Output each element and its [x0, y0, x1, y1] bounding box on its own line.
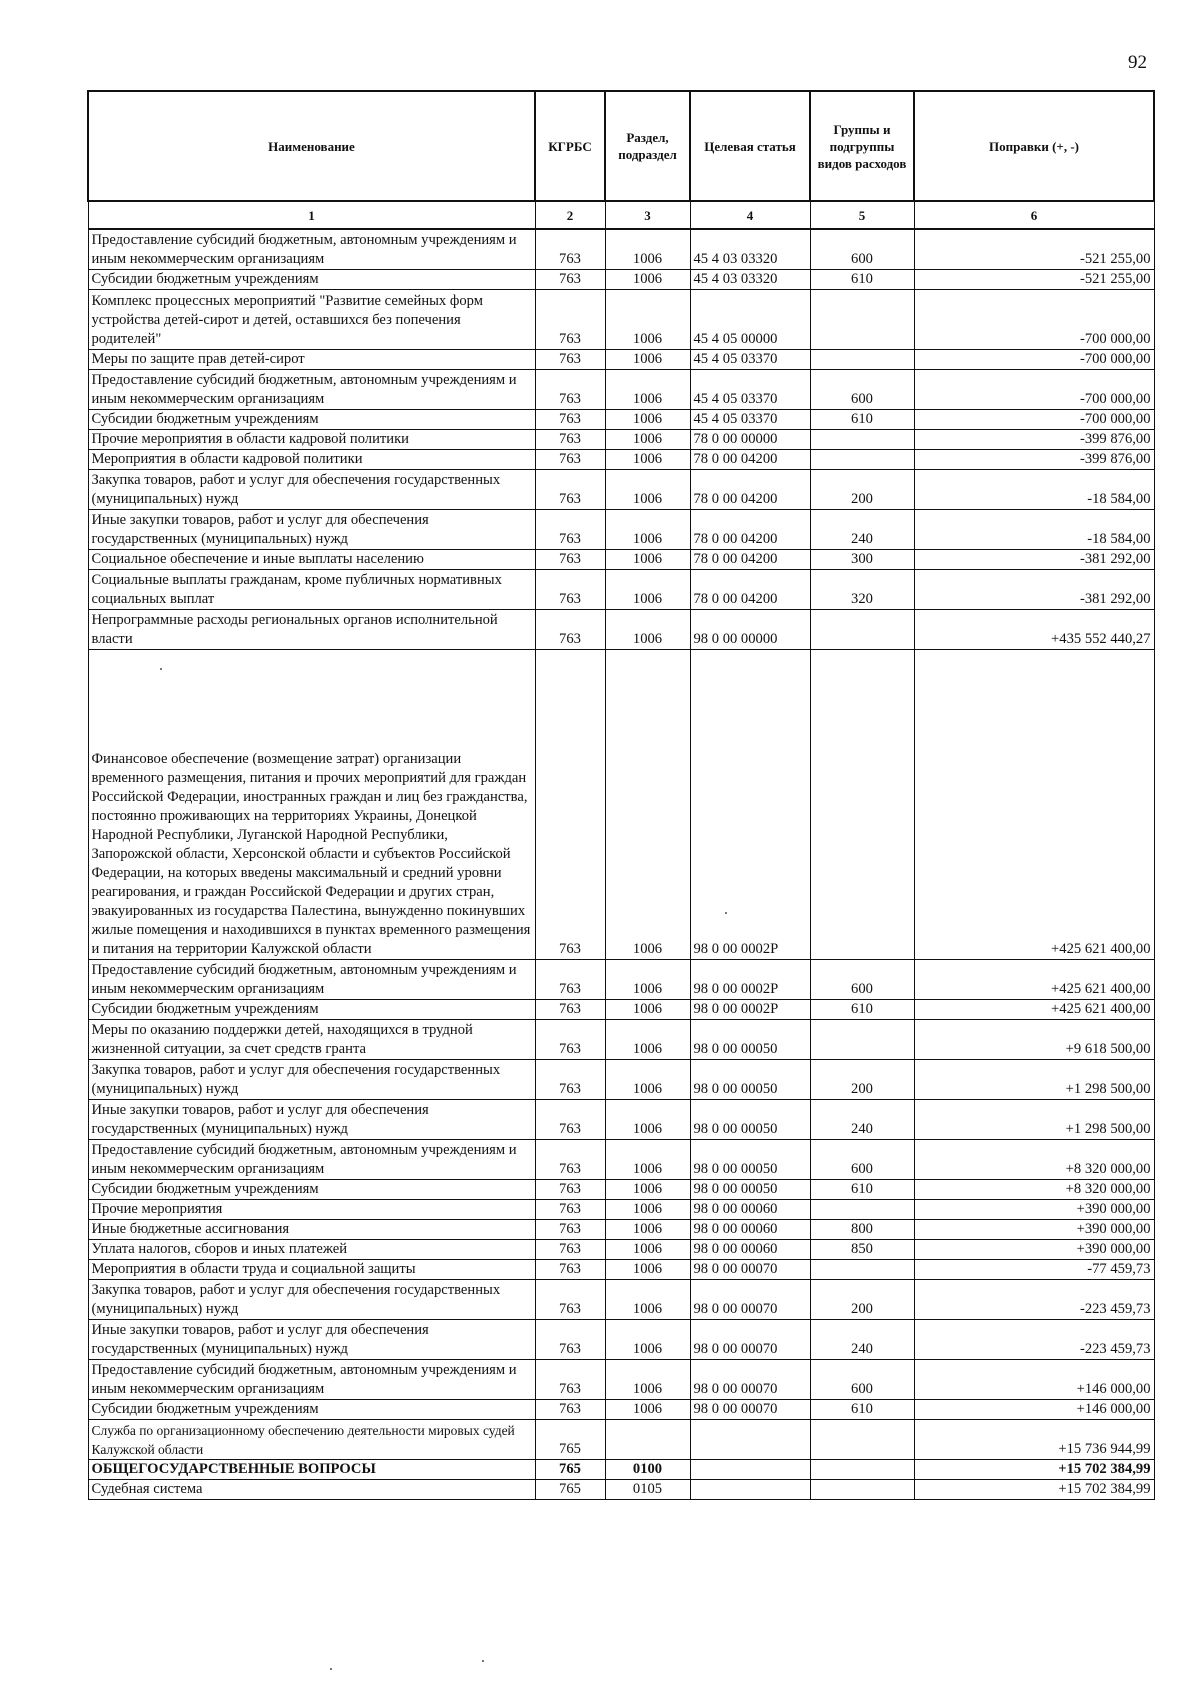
scan-speck	[725, 912, 727, 914]
row-section: 1006	[605, 1059, 690, 1099]
row-target-article: 45 4 03 03320	[690, 229, 810, 269]
row-expense-group: 610	[810, 999, 914, 1019]
row-kgrbs: 763	[535, 1239, 605, 1259]
row-kgrbs: 763	[535, 1259, 605, 1279]
row-section: 1006	[605, 999, 690, 1019]
row-expense-group: 320	[810, 569, 914, 609]
row-kgrbs: 763	[535, 289, 605, 349]
row-name: Иные бюджетные ассигнования	[88, 1219, 535, 1239]
table-row	[88, 1219, 1154, 1239]
row-kgrbs: 763	[535, 649, 605, 959]
row-expense-group: 200	[810, 469, 914, 509]
row-section: 1006	[605, 1279, 690, 1319]
table-row	[88, 269, 1154, 289]
row-name: Предоставление субсидий бюджетным, автономным учреждениям и иным некоммерческим организациям	[88, 369, 535, 409]
table-row	[88, 1319, 1154, 1359]
row-target-article: 98 0 00 00070	[690, 1399, 810, 1419]
row-amount: -18 584,00	[914, 469, 1154, 509]
header-expense-group: Группы и подгруппы видов расходов	[810, 91, 914, 201]
row-name: Мероприятия в области труда и социальной защиты	[88, 1259, 535, 1279]
row-target-article: 98 0 00 00060	[690, 1239, 810, 1259]
row-name: Предоставление субсидий бюджетным, автономным учреждениям и иным некоммерческим организациям	[88, 959, 535, 999]
row-amount: -399 876,00	[914, 449, 1154, 469]
row-target-article	[690, 1479, 810, 1499]
row-section: 1006	[605, 609, 690, 649]
row-amount: -381 292,00	[914, 569, 1154, 609]
row-kgrbs: 763	[535, 1399, 605, 1419]
row-amount: +15 702 384,99	[914, 1459, 1154, 1479]
row-kgrbs: 763	[535, 999, 605, 1019]
row-amount: +425 621 400,00	[914, 959, 1154, 999]
row-kgrbs: 763	[535, 469, 605, 509]
row-expense-group: 850	[810, 1239, 914, 1259]
row-target-article: 45 4 05 00000	[690, 289, 810, 349]
row-amount: +9 618 500,00	[914, 1019, 1154, 1059]
row-section: 1006	[605, 229, 690, 269]
row-name: Иные закупки товаров, работ и услуг для обеспечения государственных (муниципальных) нужд	[88, 1099, 535, 1139]
row-expense-group	[810, 649, 914, 959]
row-amount: +1 298 500,00	[914, 1099, 1154, 1139]
header-kgrbs: КГРБС	[535, 91, 605, 201]
row-expense-group: 300	[810, 549, 914, 569]
table-row	[88, 1239, 1154, 1259]
header-section: Раздел, подраздел	[605, 91, 690, 201]
row-section: 1006	[605, 349, 690, 369]
row-expense-group	[810, 1459, 914, 1479]
row-amount: -700 000,00	[914, 409, 1154, 429]
row-amount: +15 702 384,99	[914, 1479, 1154, 1499]
row-expense-group	[810, 1019, 914, 1059]
row-expense-group: 600	[810, 229, 914, 269]
row-section: 1006	[605, 569, 690, 609]
table-row	[88, 569, 1154, 609]
row-amount: -77 459,73	[914, 1259, 1154, 1279]
row-expense-group: 610	[810, 269, 914, 289]
row-expense-group: 240	[810, 509, 914, 549]
scan-speck	[482, 1660, 484, 1662]
row-amount: +146 000,00	[914, 1399, 1154, 1419]
row-amount: -700 000,00	[914, 289, 1154, 349]
scan-speck	[160, 668, 162, 670]
row-target-article: 78 0 00 04200	[690, 469, 810, 509]
row-amount: +15 736 944,99	[914, 1419, 1154, 1459]
row-section: 1006	[605, 509, 690, 549]
row-name: Уплата налогов, сборов и иных платежей	[88, 1239, 535, 1259]
table-row	[88, 289, 1154, 349]
row-kgrbs: 763	[535, 1359, 605, 1399]
row-kgrbs: 763	[535, 1279, 605, 1319]
row-kgrbs: 765	[535, 1479, 605, 1499]
row-target-article: 45 4 05 03370	[690, 349, 810, 369]
row-kgrbs: 765	[535, 1459, 605, 1479]
row-kgrbs: 763	[535, 509, 605, 549]
header-amendments: Поправки (+, -)	[914, 91, 1154, 201]
table-row	[88, 469, 1154, 509]
row-kgrbs: 763	[535, 609, 605, 649]
row-target-article: 78 0 00 04200	[690, 569, 810, 609]
row-target-article: 98 0 00 00000	[690, 609, 810, 649]
row-amount: -700 000,00	[914, 369, 1154, 409]
column-number: 6	[914, 201, 1154, 229]
row-section: 1006	[605, 429, 690, 449]
row-amount: +390 000,00	[914, 1199, 1154, 1219]
table-row	[88, 1199, 1154, 1219]
header-name: Наименование	[88, 91, 535, 201]
row-target-article: 98 0 00 0002Р	[690, 649, 810, 959]
table-row	[88, 429, 1154, 449]
row-expense-group	[810, 429, 914, 449]
row-name: Социальные выплаты гражданам, кроме публичных нормативных социальных выплат	[88, 569, 535, 609]
row-target-article: 98 0 00 00070	[690, 1359, 810, 1399]
row-target-article: 45 4 05 03370	[690, 369, 810, 409]
row-amount: -399 876,00	[914, 429, 1154, 449]
column-number: 5	[810, 201, 914, 229]
column-number: 2	[535, 201, 605, 229]
row-amount: +390 000,00	[914, 1239, 1154, 1259]
row-amount: -521 255,00	[914, 229, 1154, 269]
row-target-article	[690, 1419, 810, 1459]
row-name: Закупка товаров, работ и услуг для обеспечения государственных (муниципальных) нужд	[88, 1059, 535, 1099]
table-row	[88, 1139, 1154, 1179]
table-row	[88, 369, 1154, 409]
row-target-article: 45 4 05 03370	[690, 409, 810, 429]
row-section: 1006	[605, 1099, 690, 1139]
column-number: 1	[88, 201, 535, 229]
header-target-article: Целевая статья	[690, 91, 810, 201]
row-amount: -521 255,00	[914, 269, 1154, 289]
row-amount: +146 000,00	[914, 1359, 1154, 1399]
table-row	[88, 509, 1154, 549]
row-expense-group: 200	[810, 1279, 914, 1319]
row-amount: +390 000,00	[914, 1219, 1154, 1239]
row-expense-group: 600	[810, 1139, 914, 1179]
scan-speck	[330, 1668, 332, 1670]
row-expense-group: 610	[810, 1179, 914, 1199]
row-section: 1006	[605, 1319, 690, 1359]
table-row	[88, 409, 1154, 429]
table-row	[88, 349, 1154, 369]
row-section: 1006	[605, 1239, 690, 1259]
row-section: 0105	[605, 1479, 690, 1499]
row-expense-group: 200	[810, 1059, 914, 1099]
table-row	[88, 1459, 1154, 1479]
table-row	[88, 229, 1154, 269]
row-target-article: 98 0 00 00070	[690, 1279, 810, 1319]
row-kgrbs: 763	[535, 1099, 605, 1139]
row-name: Предоставление субсидий бюджетным, автономным учреждениям и иным некоммерческим организациям	[88, 1139, 535, 1179]
row-expense-group: 240	[810, 1099, 914, 1139]
row-name: Предоставление субсидий бюджетным, автономным учреждениям и иным некоммерческим организациям	[88, 1359, 535, 1399]
row-section: 1006	[605, 1399, 690, 1419]
table-row	[88, 1059, 1154, 1099]
row-section: 1006	[605, 369, 690, 409]
table-row	[88, 609, 1154, 649]
row-expense-group: 610	[810, 1399, 914, 1419]
row-section: 1006	[605, 1359, 690, 1399]
row-target-article: 98 0 00 00070	[690, 1319, 810, 1359]
row-name: Субсидии бюджетным учреждениям	[88, 999, 535, 1019]
row-target-article: 98 0 00 00050	[690, 1019, 810, 1059]
row-section: 1006	[605, 449, 690, 469]
row-name: Комплекс процессных мероприятий "Развитие семейных форм устройства детей-сирот и детей, оставшихся без попечения родителей"	[88, 289, 535, 349]
row-expense-group: 600	[810, 959, 914, 999]
row-expense-group	[810, 349, 914, 369]
row-name: Служба по организационному обеспечению деятельности мировых судей Калужской области	[88, 1419, 535, 1459]
row-kgrbs: 763	[535, 449, 605, 469]
row-target-article: 98 0 00 0002Р	[690, 959, 810, 999]
row-section: 1006	[605, 1139, 690, 1179]
row-expense-group	[810, 609, 914, 649]
row-kgrbs: 763	[535, 269, 605, 289]
row-target-article: 98 0 00 00050	[690, 1059, 810, 1099]
row-amount: +425 621 400,00	[914, 999, 1154, 1019]
row-kgrbs: 763	[535, 369, 605, 409]
row-section: 1006	[605, 1219, 690, 1239]
row-section: 1006	[605, 959, 690, 999]
table-body	[88, 229, 1154, 1499]
row-kgrbs: 763	[535, 1319, 605, 1359]
row-name: Меры по защите прав детей-сирот	[88, 349, 535, 369]
row-name: Субсидии бюджетным учреждениям	[88, 1179, 535, 1199]
row-amount: +8 320 000,00	[914, 1179, 1154, 1199]
row-section: 1006	[605, 549, 690, 569]
table-row	[88, 1099, 1154, 1139]
row-target-article: 98 0 00 00050	[690, 1099, 810, 1139]
row-target-article	[690, 1459, 810, 1479]
row-expense-group: 610	[810, 409, 914, 429]
table-row	[88, 1359, 1154, 1399]
row-name: Меры по оказанию поддержки детей, находящихся в трудной жизненной ситуации, за счет средств гранта	[88, 1019, 535, 1059]
row-name: Субсидии бюджетным учреждениям	[88, 269, 535, 289]
row-target-article: 78 0 00 04200	[690, 449, 810, 469]
table-row	[88, 1419, 1154, 1459]
row-kgrbs: 763	[535, 1059, 605, 1099]
table-row	[88, 1479, 1154, 1499]
row-section: 1006	[605, 1019, 690, 1059]
table-row	[88, 649, 1154, 959]
row-name: Непрограммные расходы региональных органов исполнительной власти	[88, 609, 535, 649]
row-expense-group: 240	[810, 1319, 914, 1359]
row-target-article: 98 0 00 00060	[690, 1219, 810, 1239]
row-amount: -700 000,00	[914, 349, 1154, 369]
row-kgrbs: 763	[535, 1139, 605, 1179]
row-target-article: 98 0 00 00070	[690, 1259, 810, 1279]
row-name: Закупка товаров, работ и услуг для обеспечения государственных (муниципальных) нужд	[88, 469, 535, 509]
row-target-article: 45 4 03 03320	[690, 269, 810, 289]
row-expense-group	[810, 289, 914, 349]
row-expense-group	[810, 1259, 914, 1279]
row-expense-group: 600	[810, 369, 914, 409]
row-expense-group	[810, 1479, 914, 1499]
row-kgrbs: 763	[535, 549, 605, 569]
row-section: 1006	[605, 1179, 690, 1199]
row-name: Иные закупки товаров, работ и услуг для обеспечения государственных (муниципальных) нужд	[88, 509, 535, 549]
table-row	[88, 1259, 1154, 1279]
row-name: Предоставление субсидий бюджетным, автономным учреждениям и иным некоммерческим организациям	[88, 229, 535, 269]
row-kgrbs: 763	[535, 429, 605, 449]
row-section	[605, 1419, 690, 1459]
row-amount: -223 459,73	[914, 1279, 1154, 1319]
row-section: 1006	[605, 409, 690, 429]
row-target-article: 78 0 00 04200	[690, 509, 810, 549]
row-target-article: 98 0 00 00050	[690, 1139, 810, 1179]
row-amount: +425 621 400,00	[914, 649, 1154, 959]
row-target-article: 98 0 00 00060	[690, 1199, 810, 1219]
row-section: 1006	[605, 649, 690, 959]
row-kgrbs: 765	[535, 1419, 605, 1459]
row-kgrbs: 763	[535, 1019, 605, 1059]
row-expense-group	[810, 449, 914, 469]
table-row	[88, 1179, 1154, 1199]
column-number: 4	[690, 201, 810, 229]
row-expense-group	[810, 1419, 914, 1459]
row-kgrbs: 763	[535, 229, 605, 269]
row-amount: +435 552 440,27	[914, 609, 1154, 649]
row-expense-group: 800	[810, 1219, 914, 1239]
row-amount: -18 584,00	[914, 509, 1154, 549]
row-section: 1006	[605, 1199, 690, 1219]
table-row	[88, 549, 1154, 569]
budget-amendments-table	[87, 90, 1155, 1500]
column-number: 3	[605, 201, 690, 229]
row-section: 1006	[605, 1259, 690, 1279]
row-kgrbs: 763	[535, 1199, 605, 1219]
row-kgrbs: 763	[535, 1219, 605, 1239]
row-target-article: 98 0 00 00050	[690, 1179, 810, 1199]
row-expense-group	[810, 1199, 914, 1219]
row-name: Судебная система	[88, 1479, 535, 1499]
row-amount: -223 459,73	[914, 1319, 1154, 1359]
row-name: Прочие мероприятия	[88, 1199, 535, 1219]
row-name: Субсидии бюджетным учреждениям	[88, 1399, 535, 1419]
row-section: 1006	[605, 469, 690, 509]
row-amount: +8 320 000,00	[914, 1139, 1154, 1179]
row-amount: +1 298 500,00	[914, 1059, 1154, 1099]
row-name: Мероприятия в области кадровой политики	[88, 449, 535, 469]
table-row	[88, 1019, 1154, 1059]
table-row	[88, 1279, 1154, 1319]
row-section: 0100	[605, 1459, 690, 1479]
row-name: Финансовое обеспечение (возмещение затрат) организации временного размещения, питания и прочих мероприятий для граждан Российской Федерации, иностранных граждан и лиц без гражданства, постоянно проживающих на территориях Украины, Донецкой Народной Республики, Луганской Народной Республики, Запорожской области, Херсонской области и субъектов Российской Федерации, на которых введены максимальный и средний уровни реагирования, и граждан Российской Федерации и других стран, эвакуированных из государства Палестина, вынужденно покинувших жилые помещения и находившихся в пунктах временного размещения и питания на территории Калужской области	[88, 649, 535, 959]
table-row	[88, 449, 1154, 469]
row-amount: -381 292,00	[914, 549, 1154, 569]
row-target-article: 78 0 00 00000	[690, 429, 810, 449]
row-name: ОБЩЕГОСУДАРСТВЕННЫЕ ВОПРОСЫ	[88, 1459, 535, 1479]
page-number: 92	[1128, 52, 1147, 73]
row-name: Иные закупки товаров, работ и услуг для обеспечения государственных (муниципальных) нужд	[88, 1319, 535, 1359]
table-row	[88, 1399, 1154, 1419]
row-name: Субсидии бюджетным учреждениям	[88, 409, 535, 429]
row-name: Социальное обеспечение и иные выплаты населению	[88, 549, 535, 569]
table-row	[88, 959, 1154, 999]
row-name: Прочие мероприятия в области кадровой политики	[88, 429, 535, 449]
row-kgrbs: 763	[535, 349, 605, 369]
row-target-article: 78 0 00 04200	[690, 549, 810, 569]
table-row	[88, 999, 1154, 1019]
row-target-article: 98 0 00 0002Р	[690, 999, 810, 1019]
row-section: 1006	[605, 269, 690, 289]
row-section: 1006	[605, 289, 690, 349]
row-kgrbs: 763	[535, 1179, 605, 1199]
row-kgrbs: 763	[535, 409, 605, 429]
row-expense-group: 600	[810, 1359, 914, 1399]
row-kgrbs: 763	[535, 959, 605, 999]
row-name: Закупка товаров, работ и услуг для обеспечения государственных (муниципальных) нужд	[88, 1279, 535, 1319]
row-kgrbs: 763	[535, 569, 605, 609]
